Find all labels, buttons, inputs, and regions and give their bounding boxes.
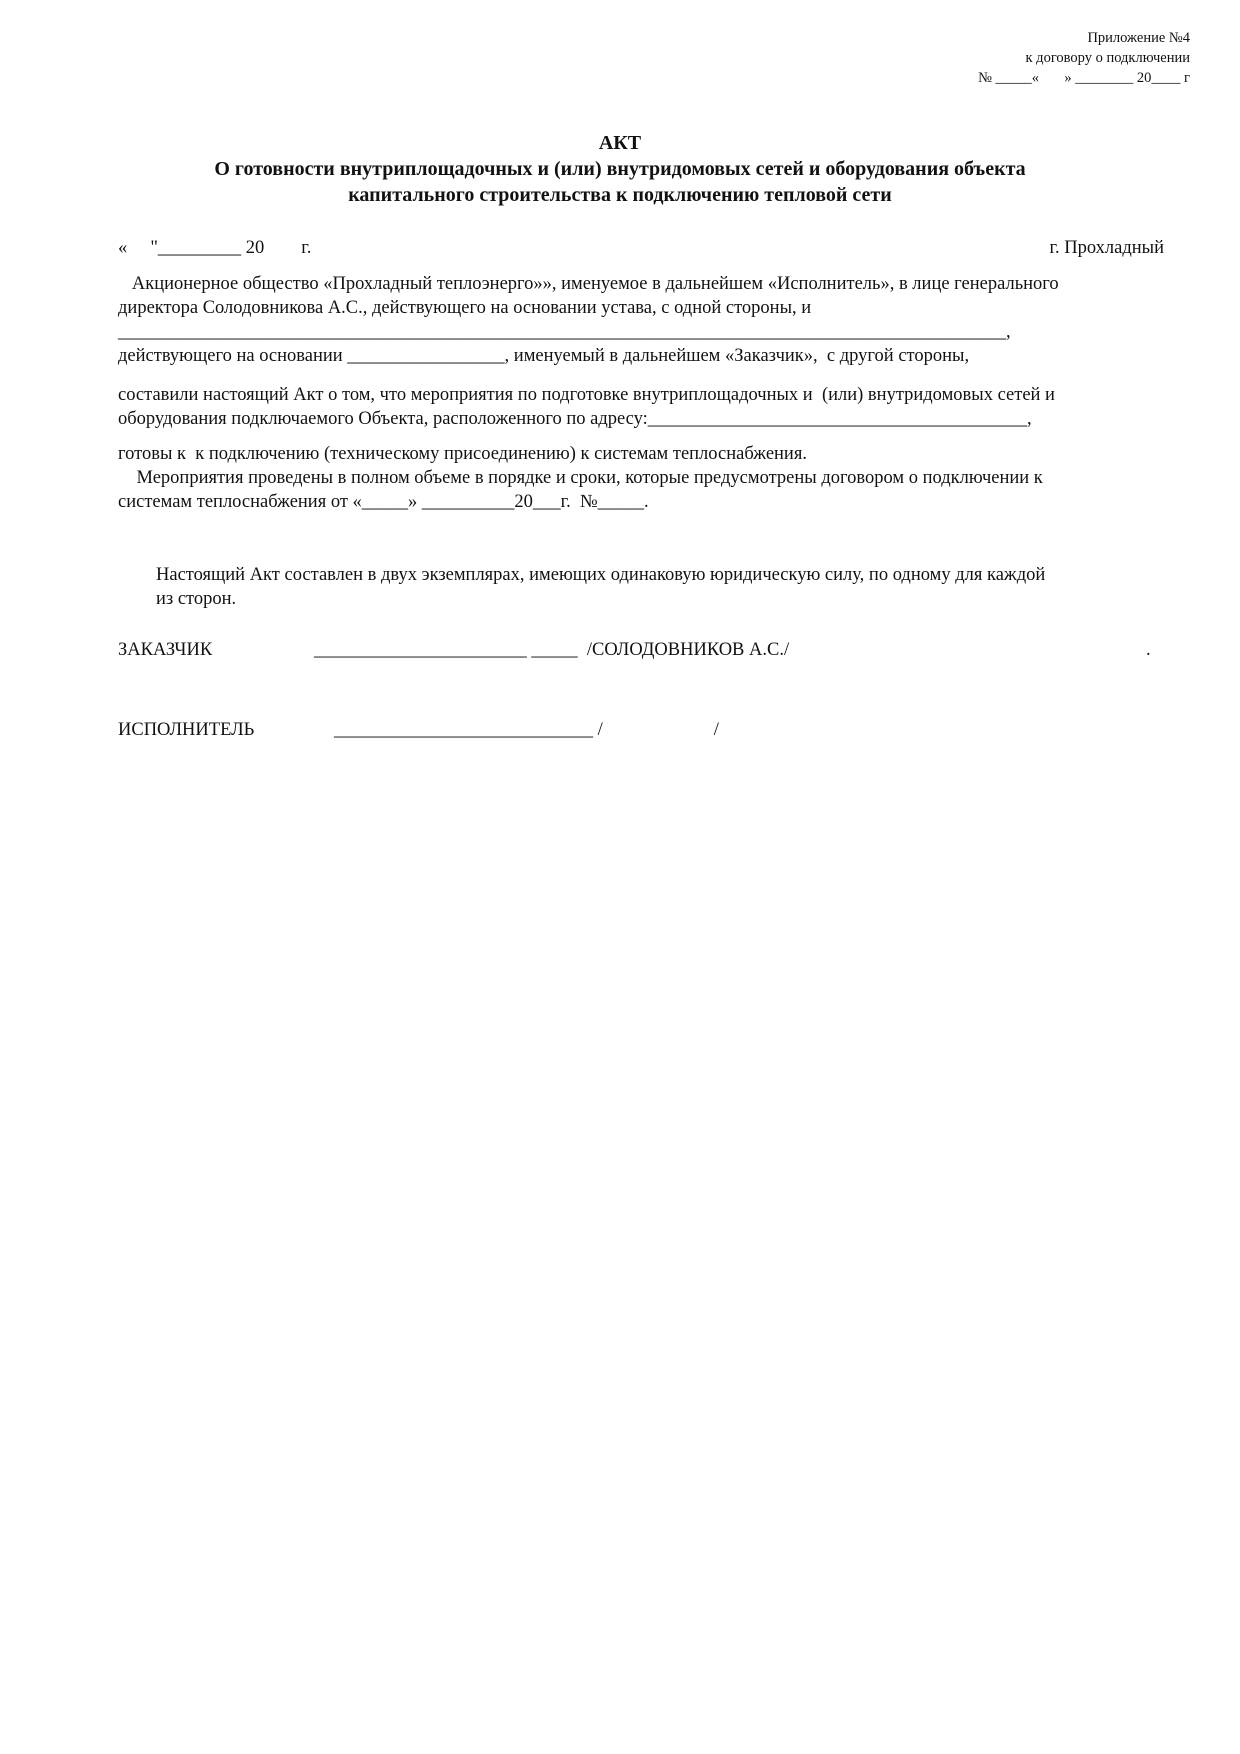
- body-p1-line-1: Акционерное общество «Прохладный теплоэнерго»», именуемое в дальнейшем «Исполнитель», в лице генерального: [118, 274, 1059, 294]
- body-p4-line-1: Мероприятия проведены в полном объеме в порядке и сроки, которые предусмотрены договором о подключении к: [118, 468, 1043, 488]
- body-p2-line-1: составили настоящий Акт о том, что мероприятия по подготовке внутриплощадочных и (или) внутридомовых сетей и: [118, 385, 1055, 405]
- customer-label: ЗАКАЗЧИК: [118, 640, 213, 660]
- title-subject-line-2: капитального строительства к подключению тепловой сети: [348, 184, 892, 206]
- customer-signature-line: _______________________ _____ /СОЛОДОВНИКОВ А.С./: [314, 640, 790, 660]
- appendix-number: Приложение №4: [1087, 30, 1190, 46]
- appendix-contract-ref: к договору о подключении: [1025, 50, 1190, 66]
- body-p1-line-4: действующего на основании _________________, именуемый в дальнейшем «Заказчик», с другой стороны,: [118, 346, 970, 366]
- customer-signature-end: .: [1146, 640, 1151, 660]
- executor-signature-line: ____________________________ / /: [334, 720, 719, 740]
- body-p2-line-2: оборудования подключаемого Объекта, расположенного по адресу:_________________________________________,: [118, 409, 1032, 429]
- body-p4-line-2: системам теплоснабжения от «_____» __________20___г. №_____.: [118, 492, 649, 512]
- act-date: « "_________ 20 г.: [118, 238, 312, 258]
- appendix-header: [978, 28, 1190, 88]
- document-title: [60, 130, 1180, 208]
- appendix-contract-number-date: № _____« » ________ 20____ г: [978, 70, 1190, 86]
- body-p3-line-1: готовы к к подключению (техническому присоединению) к системам теплоснабжения.: [118, 444, 807, 464]
- body-p5-line-2: из сторон.: [156, 589, 237, 609]
- body-p1-line-3: ________________________________________________________________________________________________,: [118, 322, 1011, 342]
- title-act: АКТ: [598, 132, 642, 154]
- executor-label: ИСПОЛНИТЕЛЬ: [118, 720, 255, 740]
- body-p5-line-1: Настоящий Акт составлен в двух экземплярах, имеющих одинаковую юридическую силу, по одному для каждой: [156, 565, 1046, 585]
- title-subject-line-1: О готовности внутриплощадочных и (или) внутридомовых сетей и оборудования объекта: [214, 158, 1026, 180]
- act-city: г. Прохладный: [1049, 238, 1164, 258]
- body-p1-line-2: директора Солодовникова А.С., действующего на основании устава, с одной стороны, и: [118, 298, 812, 318]
